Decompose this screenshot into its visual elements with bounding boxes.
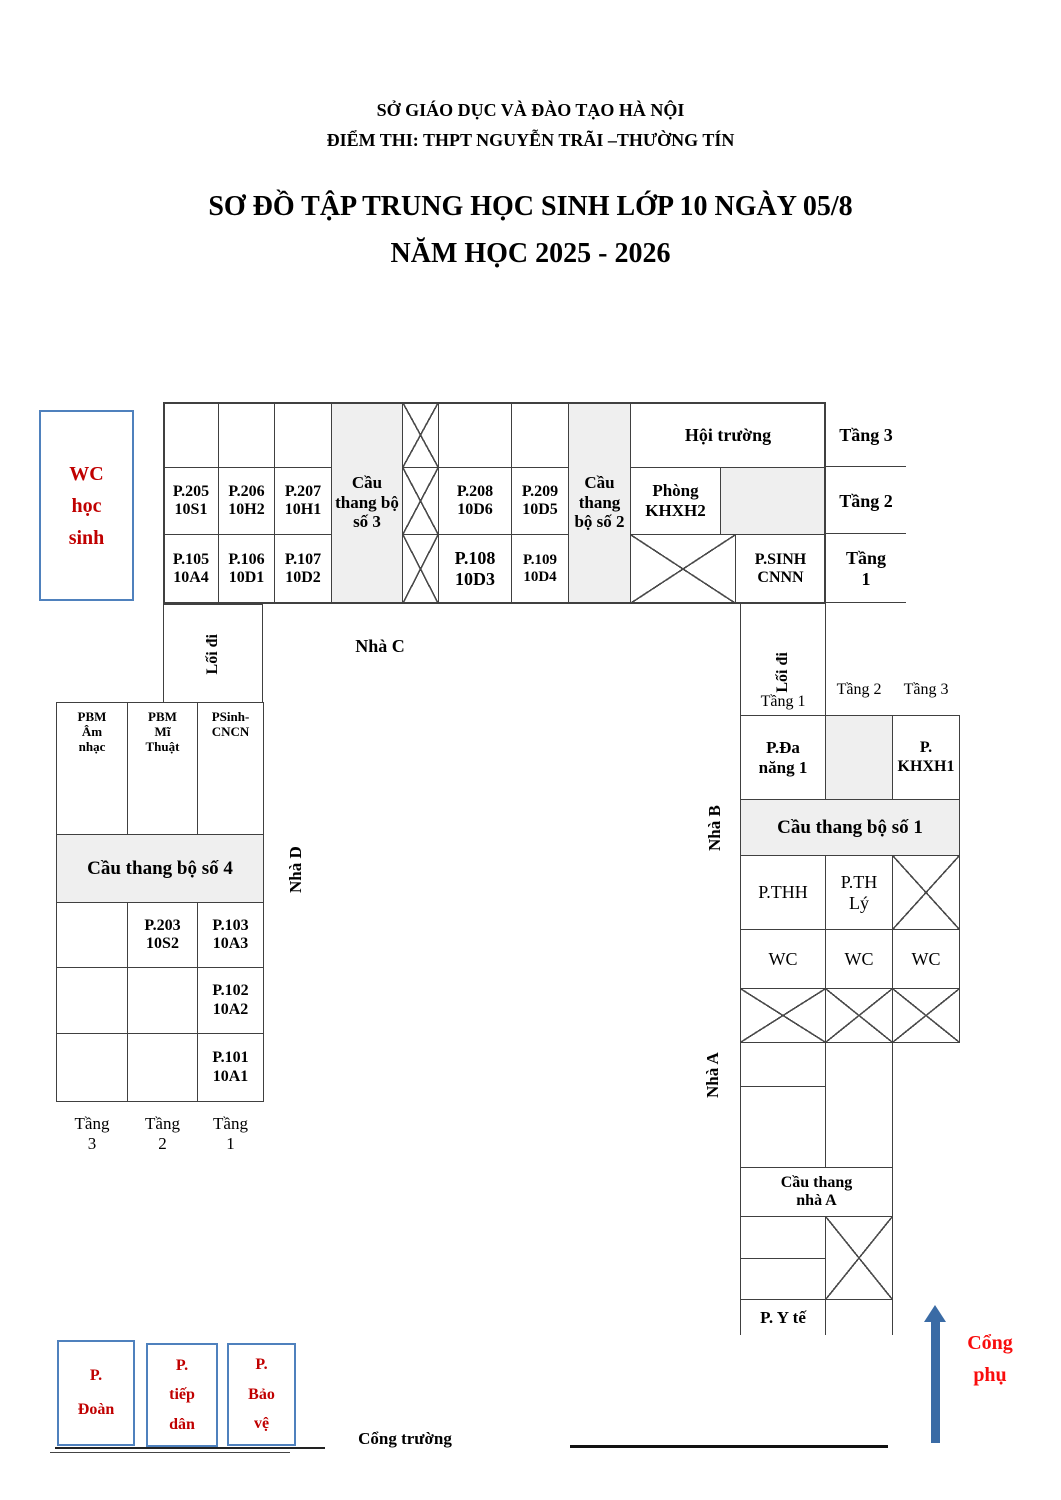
nha-d-empty-cell bbox=[56, 967, 128, 1034]
building-name: Nhà B bbox=[705, 805, 724, 851]
hoi-truong-label: Hội trường bbox=[684, 424, 772, 445]
room-p208-cell bbox=[438, 467, 512, 535]
room-number: P.107 bbox=[284, 550, 322, 568]
room-name-line: tiếp bbox=[169, 1386, 195, 1404]
walkway-left-box bbox=[163, 604, 263, 704]
room-number: P.109 bbox=[522, 551, 558, 568]
blocked-cell bbox=[402, 534, 439, 604]
room-name-line: Lý bbox=[849, 892, 869, 913]
class-name: 10D1 bbox=[228, 569, 265, 586]
nha-c-empty-cell bbox=[438, 402, 512, 468]
nha-a-empty-cell bbox=[740, 1216, 826, 1259]
side-gate-arrow-head bbox=[924, 1305, 946, 1322]
room-name-line: P. bbox=[919, 739, 933, 757]
stairs-1-label: Cầu thang bộ số 1 bbox=[777, 816, 923, 838]
class-name: 10S2 bbox=[146, 935, 179, 952]
nha-c-gray-cell bbox=[720, 467, 826, 535]
p-th-ly-cell bbox=[825, 855, 893, 930]
pbm-mi-thuat-cell bbox=[127, 702, 198, 835]
room-name-line: PBM bbox=[148, 709, 177, 724]
room-number: P.209 bbox=[521, 482, 559, 500]
floor-label: Tầng 3 bbox=[903, 680, 949, 698]
room-p101-cell bbox=[197, 1033, 264, 1102]
room-name-line: Phòng bbox=[652, 481, 699, 501]
room-name: P. Y tế bbox=[760, 1307, 806, 1327]
room-name-line: PSinh- bbox=[211, 709, 250, 724]
room-p209-cell bbox=[511, 467, 569, 535]
room-p106-cell bbox=[218, 534, 275, 604]
nha-b-label bbox=[700, 800, 730, 856]
nha-d-empty-cell bbox=[56, 902, 128, 968]
header-dept-line: SỞ GIÁO DỤC VÀ ĐÀO TẠO HÀ NỘI bbox=[376, 100, 685, 120]
walkway-label: Lối đi bbox=[773, 652, 791, 693]
nha-c-empty-cell bbox=[274, 402, 332, 468]
nha-a-empty-cell bbox=[740, 1258, 826, 1300]
room-p109-cell bbox=[511, 534, 569, 604]
blocked-cell bbox=[402, 402, 439, 468]
room-number: P.208 bbox=[456, 482, 494, 500]
gate-label-line: phụ bbox=[973, 1364, 1007, 1386]
blocked-cell bbox=[892, 855, 960, 930]
p-khxh1-cell bbox=[892, 715, 960, 800]
stairs-4-cell bbox=[56, 834, 264, 903]
nha-b-floor1-label: Tầng 1 bbox=[760, 692, 806, 710]
nha-c-empty-cell bbox=[218, 402, 275, 468]
wc-cell bbox=[892, 929, 960, 989]
gate-label: Cổng trường bbox=[358, 1429, 452, 1449]
divider-line bbox=[825, 602, 906, 603]
floor-label-line: Tầng bbox=[213, 1114, 248, 1134]
nha-d-floor2-label bbox=[127, 1108, 198, 1160]
room-name-line: P. bbox=[255, 1356, 268, 1374]
main-gate-label bbox=[345, 1428, 465, 1450]
room-name-line: Bảo bbox=[248, 1385, 275, 1403]
nha-d-floor1-label bbox=[197, 1108, 264, 1160]
class-name: 10D5 bbox=[522, 501, 558, 518]
room-name-line: PBM bbox=[77, 709, 107, 724]
floor-label-line: 1 bbox=[861, 569, 871, 589]
nha-a-empty-cell bbox=[825, 1299, 893, 1335]
fence-line-left bbox=[55, 1447, 325, 1449]
fence-line-right bbox=[570, 1445, 888, 1448]
floor-label-line: 3 bbox=[87, 1134, 97, 1153]
class-name: 10D3 bbox=[455, 569, 495, 589]
floor-label: Tầng 2 bbox=[839, 490, 893, 511]
room-name-line: KHXH2 bbox=[645, 501, 706, 520]
class-name: 10H1 bbox=[284, 501, 322, 518]
nha-d-floor3-label bbox=[56, 1108, 128, 1160]
room-name-line: KHXH1 bbox=[897, 757, 955, 775]
room-number: P.103 bbox=[212, 916, 249, 934]
room-number: P.207 bbox=[284, 482, 322, 500]
room-name-line: Đoàn bbox=[77, 1401, 115, 1418]
wc-label: WC bbox=[911, 948, 941, 969]
room-name-line: Thuật bbox=[145, 738, 180, 754]
blocked-cell bbox=[892, 988, 960, 1043]
wc-hoc-sinh-line2: học bbox=[71, 494, 102, 517]
stairs-3-label: Cầu thang bộ số 3 bbox=[335, 473, 399, 532]
wc-label: WC bbox=[768, 948, 798, 969]
building-name: Nhà D bbox=[286, 846, 305, 894]
class-name: 10A2 bbox=[212, 1000, 249, 1018]
room-name-line: năng 1 bbox=[758, 757, 808, 777]
stairs-nha-a-cell bbox=[740, 1167, 893, 1217]
stairs-4-label: Cầu thang bộ số 4 bbox=[87, 857, 233, 879]
room-number: P.102 bbox=[212, 982, 249, 1000]
p-da-nang-1-cell bbox=[740, 715, 826, 800]
nha-c-floor2-label bbox=[826, 467, 906, 535]
side-gate-label bbox=[950, 1324, 1030, 1394]
floor-label-line: Tầng bbox=[845, 548, 887, 569]
building-name: Nhà C bbox=[355, 635, 405, 656]
blocked-cell bbox=[825, 988, 893, 1043]
walkway-label: Lối đi bbox=[203, 633, 221, 675]
page-title-line2: NĂM HỌC 2025 - 2026 bbox=[390, 238, 671, 269]
room-name-line: P. bbox=[89, 1367, 103, 1385]
nha-d-empty-cell bbox=[127, 967, 198, 1034]
room-p105-cell bbox=[163, 534, 219, 604]
room-name-line: CNCN bbox=[211, 723, 250, 739]
stairs-1-cell bbox=[740, 799, 960, 856]
room-p107-cell bbox=[274, 534, 332, 604]
room-name: P.THH bbox=[758, 882, 808, 903]
page-title-line1: SƠ ĐỒ TẬP TRUNG HỌC SINH LỚP 10 NGÀY 05/8 bbox=[208, 191, 853, 222]
stairs-2-label: Cầu thang bộ số 2 bbox=[574, 473, 625, 532]
room-name-line: P.Đa bbox=[766, 737, 800, 757]
floor-label: Tầng 3 bbox=[839, 424, 893, 445]
room-number: P.205 bbox=[172, 482, 210, 500]
class-name: 10A1 bbox=[212, 1067, 249, 1085]
blocked-cell bbox=[740, 988, 826, 1043]
divider-line bbox=[825, 466, 906, 467]
nha-b-gray-cell bbox=[825, 715, 893, 800]
header-site-line: ĐIỂM THI: THPT NGUYỄN TRÃI –THƯỜNG TÍN bbox=[326, 130, 735, 150]
stairs-label-line: Cầu thang bbox=[780, 1173, 853, 1191]
nha-c-empty-cell bbox=[511, 402, 569, 468]
room-number: P.108 bbox=[454, 548, 496, 569]
floor-label-line: Tầng bbox=[145, 1114, 180, 1134]
pbm-am-nhac-cell bbox=[56, 702, 128, 835]
blocked-cell bbox=[825, 1216, 893, 1300]
room-p206-cell bbox=[218, 467, 275, 535]
wc-hoc-sinh-box bbox=[39, 410, 134, 601]
p-bao-ve-box bbox=[227, 1343, 296, 1446]
room-p103-cell bbox=[197, 902, 264, 968]
nha-d-empty-cell bbox=[56, 1033, 128, 1102]
nha-a-empty-cell bbox=[740, 1086, 826, 1168]
divider-line bbox=[825, 533, 906, 534]
class-name: 10S1 bbox=[174, 501, 208, 518]
class-name: 10D4 bbox=[523, 569, 557, 585]
nha-b-floor2-label bbox=[825, 678, 893, 702]
building-name: Nhà A bbox=[703, 1052, 722, 1098]
wc-cell bbox=[825, 929, 893, 989]
nha-d-label bbox=[281, 840, 311, 900]
stairs-2-cell bbox=[568, 402, 631, 603]
fence-line-left-2 bbox=[50, 1452, 290, 1453]
room-p108-cell bbox=[438, 534, 512, 604]
room-name-line: dân bbox=[169, 1415, 195, 1433]
room-number: P.106 bbox=[228, 550, 265, 568]
class-name: 10H2 bbox=[228, 501, 265, 518]
room-name-line: Âm bbox=[81, 723, 103, 739]
nha-c-floor3-label bbox=[826, 402, 906, 468]
nha-c-empty-cell bbox=[163, 402, 219, 468]
phong-khxh2-cell bbox=[630, 467, 721, 535]
nha-a-empty-cell bbox=[825, 1042, 893, 1168]
p-sinh-cnnn-cell bbox=[735, 534, 826, 604]
class-name: 10A3 bbox=[212, 935, 249, 952]
floor-label-line: 1 bbox=[226, 1134, 235, 1153]
room-number: P.105 bbox=[172, 550, 210, 568]
nha-d-empty-cell bbox=[127, 1033, 198, 1102]
psinh-cncn-cell bbox=[197, 702, 264, 835]
room-name-line: P. bbox=[175, 1356, 189, 1374]
room-p207-cell bbox=[274, 467, 332, 535]
nha-c-label bbox=[330, 634, 430, 658]
room-name-line: P.SINH bbox=[754, 550, 807, 568]
class-name: 10D6 bbox=[457, 501, 493, 518]
room-number: P.206 bbox=[228, 482, 265, 500]
p-tiep-dan-box bbox=[146, 1343, 218, 1447]
wc-cell bbox=[740, 929, 826, 989]
p-doan-box bbox=[57, 1340, 135, 1446]
nha-b-floor3-label bbox=[892, 678, 960, 702]
room-name-line: vệ bbox=[253, 1415, 270, 1433]
class-name: 10D2 bbox=[285, 569, 321, 586]
p-y-te-cell bbox=[740, 1299, 826, 1335]
room-name-line: nhạc bbox=[78, 738, 106, 754]
class-name: 10A4 bbox=[173, 569, 209, 586]
p-thh-cell bbox=[740, 855, 826, 930]
floor-label-line: Tầng bbox=[74, 1114, 110, 1134]
room-name-line: P.TH bbox=[840, 871, 878, 892]
nha-c-floor1-label bbox=[826, 534, 906, 604]
blocked-cell bbox=[402, 467, 439, 535]
room-number: P.203 bbox=[144, 916, 181, 934]
walkway-right-box bbox=[740, 603, 826, 716]
room-p203-cell bbox=[127, 902, 198, 968]
blocked-cell bbox=[630, 534, 736, 604]
wc-hoc-sinh-line1: WC bbox=[69, 462, 104, 485]
stairs-3-cell bbox=[331, 402, 403, 603]
nha-a-empty-cell bbox=[740, 1042, 826, 1087]
gate-label-line: Cổng bbox=[967, 1332, 1013, 1354]
side-gate-arrow-shaft bbox=[931, 1321, 940, 1443]
room-number: P.101 bbox=[212, 1049, 249, 1067]
room-p102-cell bbox=[197, 967, 264, 1034]
nha-a-label bbox=[698, 1045, 728, 1105]
wc-hoc-sinh-line3: sinh bbox=[68, 526, 105, 549]
room-name-line: CNNN bbox=[757, 569, 804, 586]
hoi-truong-cell bbox=[630, 402, 826, 468]
stairs-label-line: nhà A bbox=[796, 1192, 837, 1209]
floor-label-line: 2 bbox=[158, 1134, 167, 1153]
room-p205-cell bbox=[163, 467, 219, 535]
floor-label: Tầng 2 bbox=[836, 680, 882, 698]
wc-label: WC bbox=[844, 948, 874, 969]
room-name-line: Mĩ bbox=[154, 723, 171, 739]
